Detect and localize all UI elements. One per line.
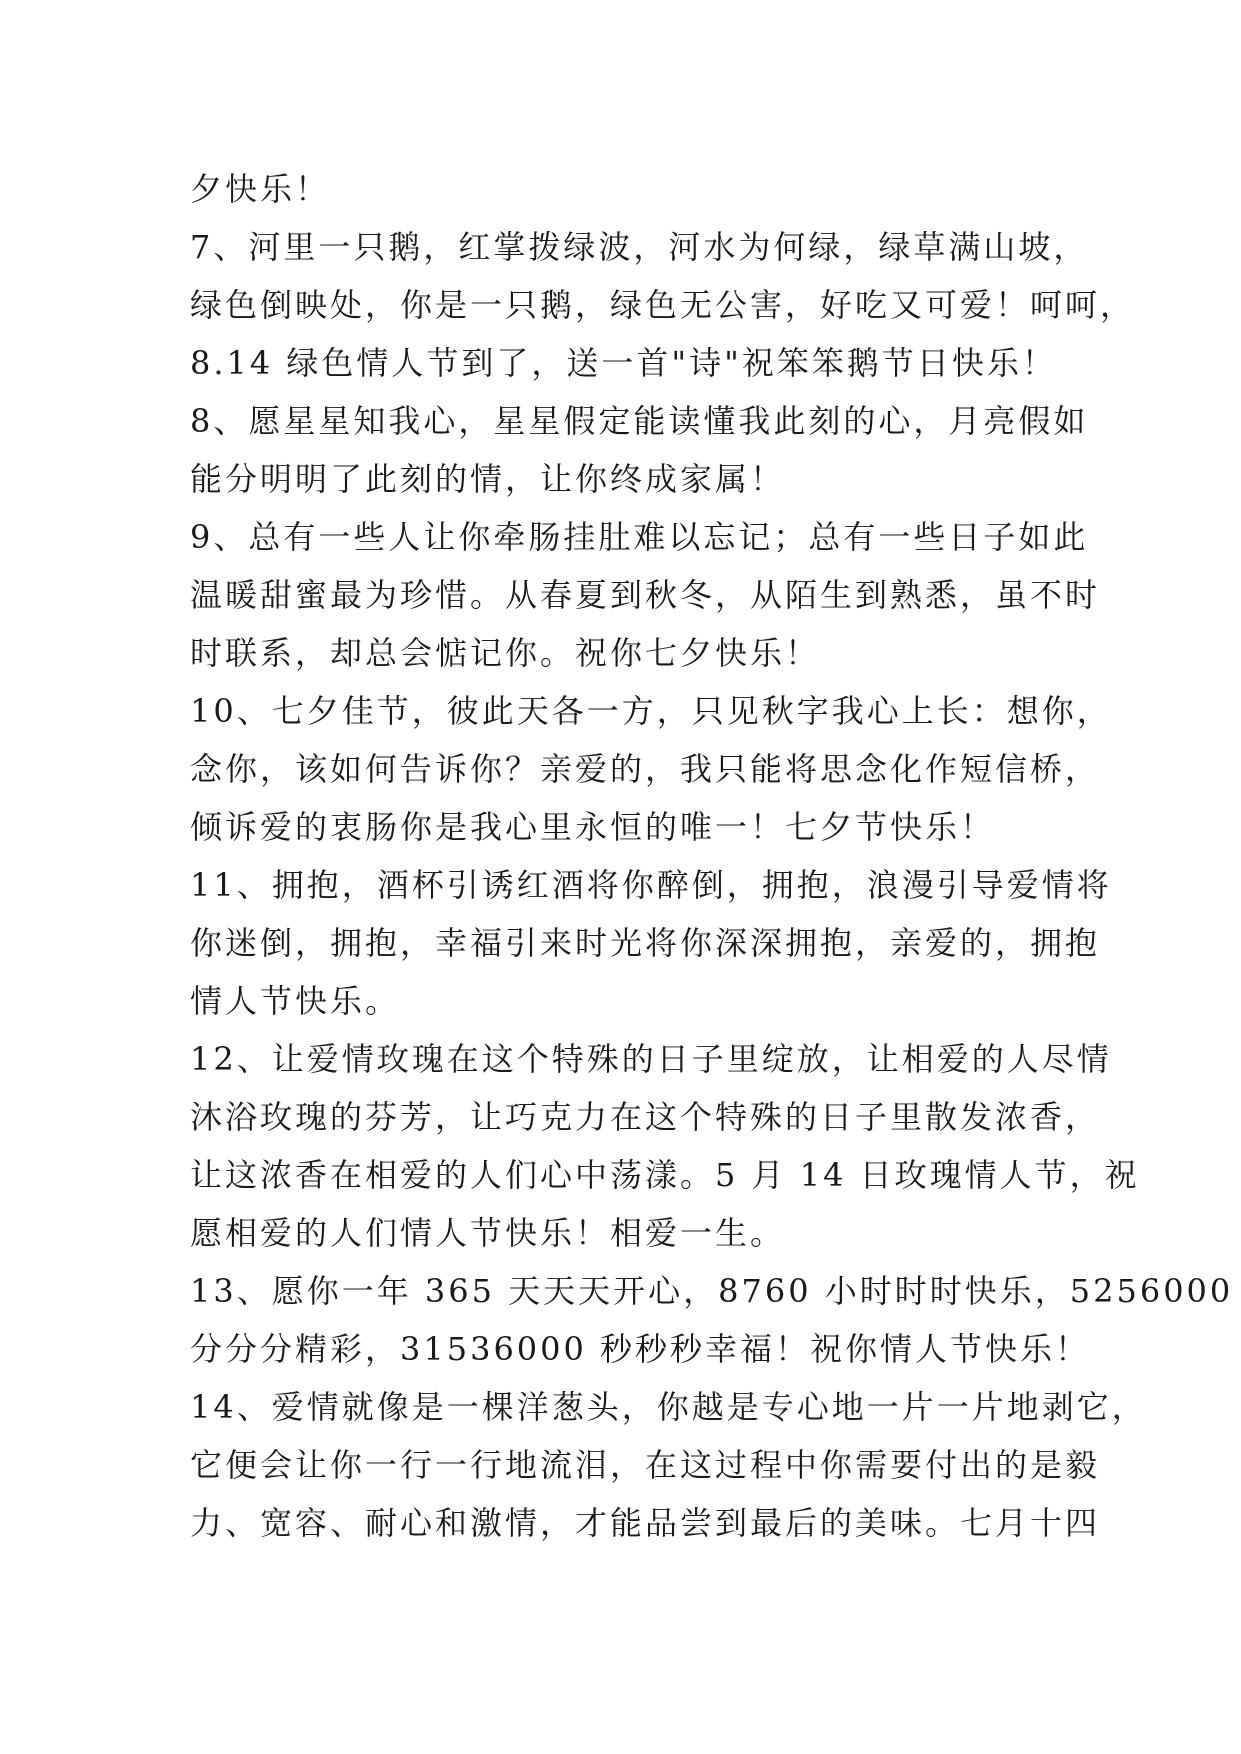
- text-line: 11、拥抱，酒杯引诱红酒将你醉倒，拥抱，浪漫引导爱情将: [190, 866, 1112, 904]
- body-text: [190, 160, 1234, 1552]
- text-line: 绿色倒映处，你是一只鹅，绿色无公害，好吃又可爱！呵呵，: [190, 286, 1136, 324]
- text-line: 13、愿你一年 365 天天天开心，8760 小时时时快乐，5256000: [190, 1272, 1234, 1310]
- text-line: 温暖甜蜜最为珍惜。从春夏到秋冬，从陌生到熟悉，虽不时: [190, 576, 1101, 614]
- text-line: 沐浴玫瑰的芬芳，让巧克力在这个特殊的日子里散发浓香，: [190, 1098, 1101, 1136]
- text-line: 时联系，却总会惦记你。祝你七夕快乐！: [190, 634, 821, 672]
- text-line: 12、让爱情玫瑰在这个特殊的日子里绽放，让相爱的人尽情: [190, 1040, 1112, 1078]
- text-line: 夕快乐！: [190, 170, 331, 208]
- text-line: 8、愿星星知我心，星星假定能读懂我此刻的心，月亮假如: [190, 402, 1089, 440]
- text-line: 9、总有一些人让你牵肠挂肚难以忘记；总有一些日子如此: [190, 518, 1089, 556]
- text-line: 10、七夕佳节，彼此天各一方，只见秋字我心上长：想你，: [190, 692, 1112, 730]
- text-line: 力、宽容、耐心和激情，才能品尝到最后的美味。七月十四: [190, 1504, 1101, 1542]
- text-line: 倾诉爱的衷肠你是我心里永恒的唯一！七夕节快乐！: [190, 808, 996, 846]
- text-line: 能分明明了此刻的情，让你终成家属！: [190, 460, 786, 498]
- text-line: 让这浓香在相爱的人们心中荡漾。5 月 14 日玫瑰情人节，祝: [190, 1156, 1140, 1194]
- text-line: 8.14 绿色情人节到了，送一首"诗"祝笨笨鹅节日快乐！: [190, 344, 1057, 382]
- text-line: 念你，该如何告诉你？亲爱的，我只能将思念化作短信桥，: [190, 750, 1101, 788]
- text-line: 情人节快乐。: [190, 982, 401, 1020]
- text-line: 愿相爱的人们情人节快乐！相爱一生。: [190, 1214, 786, 1252]
- text-line: 分分分精彩，31536000 秒秒秒幸福！祝你情人节快乐！: [190, 1330, 1091, 1368]
- text-line: 它便会让你一行一行地流泪，在这过程中你需要付出的是毅: [190, 1446, 1101, 1484]
- text-line: 7、河里一只鹅，红掌拨绿波，河水为何绿，绿草满山坡，: [190, 228, 1089, 266]
- text-line: 14、爱情就像是一棵洋葱头，你越是专心地一片一片地剥它，: [190, 1388, 1147, 1426]
- text-line: 你迷倒，拥抱，幸福引来时光将你深深拥抱，亲爱的，拥抱: [190, 924, 1101, 962]
